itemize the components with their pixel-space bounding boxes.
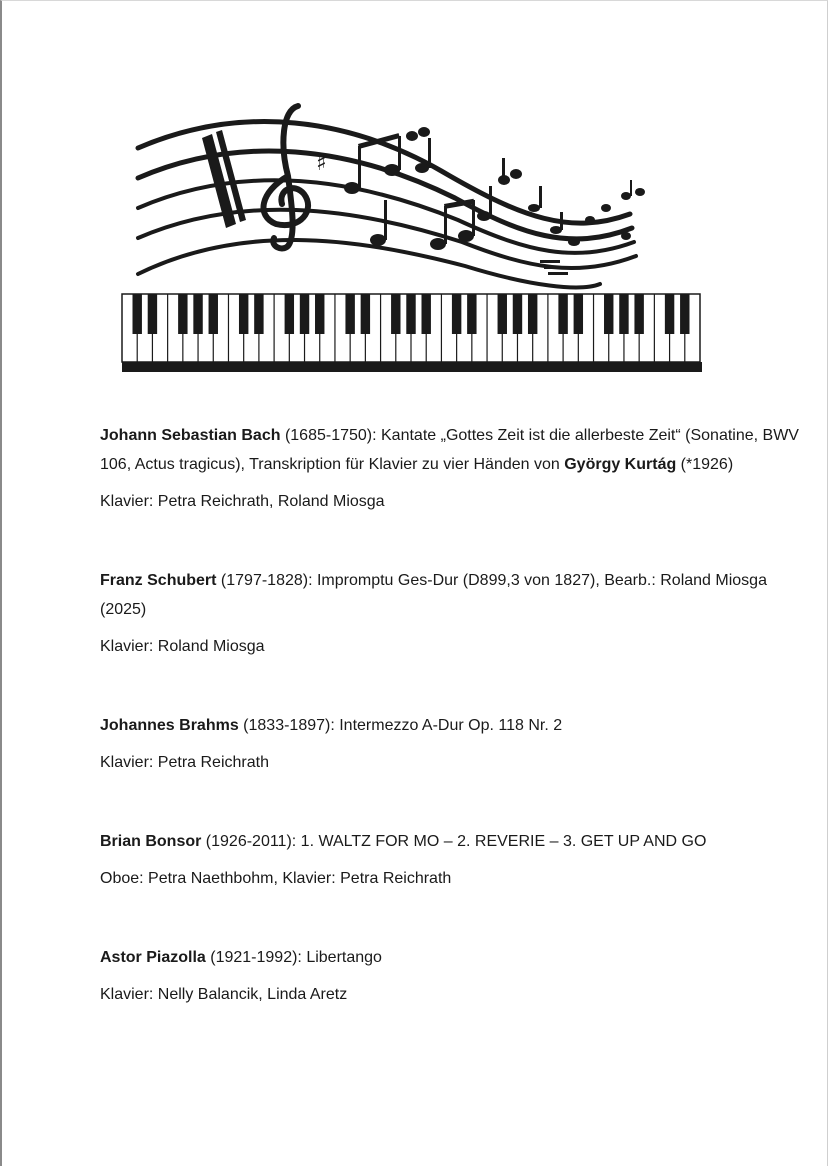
composer-name: Brian Bonsor [100, 833, 202, 850]
piece-details: (1921-1992): Libertango [205, 949, 382, 966]
music-illustration [120, 96, 704, 378]
composer-name: Johann Sebastian Bach [100, 427, 281, 444]
black-key [285, 294, 294, 334]
program-piece-3 [100, 711, 800, 740]
black-key [498, 294, 507, 334]
piece-details: (1833-1897): Intermezzo A-Dur Op. 118 Nr. 2 [238, 717, 563, 734]
program-piece-1 [100, 421, 800, 479]
piece-details: (1797-1828): Impromptu Ges-Dur (D899,3 von 1827), Bearb.: Roland Miosga (2025) [100, 572, 767, 618]
black-key [634, 294, 643, 334]
black-key [315, 294, 324, 334]
piece-details: (1926-2011): 1. WALTZ FOR MO – 2. REVERIE – 3. GET UP AND GO [201, 833, 707, 850]
piano-staff-icon [120, 96, 704, 378]
black-key [558, 294, 567, 334]
black-key [361, 294, 370, 334]
black-key [513, 294, 522, 334]
treble-clef-icon [264, 106, 309, 248]
program-piece-5 [100, 943, 800, 972]
section-spacer [100, 661, 800, 711]
performers-3: Klavier: Petra Reichrath [100, 754, 269, 771]
bar-lines [202, 130, 246, 228]
black-key [421, 294, 430, 334]
program-piece-4 [100, 827, 800, 856]
black-key [574, 294, 583, 334]
svg-text:♯: ♯ [316, 151, 327, 176]
composer-name: Astor Piazolla [100, 949, 206, 966]
black-key [132, 294, 141, 334]
black-key [665, 294, 674, 334]
section-spacer [100, 516, 800, 566]
composer-name: Johannes Brahms [100, 717, 239, 734]
black-key [345, 294, 354, 334]
performers-5: Klavier: Nelly Balancik, Linda Aretz [100, 986, 348, 1003]
black-key [193, 294, 202, 334]
black-key [528, 294, 537, 334]
piece-details: (1685-1750): Kantate „Gottes Zeit ist die allerbeste Zeit“ (Sonatine, BWV 106, Actus tragicus), Transkription für Klavier zu vier Händen von [100, 427, 799, 473]
black-key [619, 294, 628, 334]
performers-2: Klavier: Roland Miosga [100, 638, 265, 655]
concert-program [100, 421, 800, 1009]
black-key [604, 294, 613, 334]
program-piece-2 [100, 566, 800, 624]
section-spacer [100, 777, 800, 827]
black-key [254, 294, 263, 334]
black-key [209, 294, 218, 334]
section-spacer [100, 893, 800, 943]
performers-4: Oboe: Petra Naethbohm, Klavier: Petra Reichrath [100, 870, 452, 887]
black-key [391, 294, 400, 334]
black-key [680, 294, 689, 334]
arranger-details: (*1926) [676, 456, 734, 473]
arranger-name: György Kurtág [564, 456, 677, 473]
black-key [406, 294, 415, 334]
black-key [148, 294, 157, 334]
black-key [300, 294, 309, 334]
black-key [239, 294, 248, 334]
performers-1: Klavier: Petra Reichrath, Roland Miosga [100, 493, 385, 510]
black-key [452, 294, 461, 334]
black-key [467, 294, 476, 334]
piano-keyboard-icon [122, 294, 702, 372]
black-key [178, 294, 187, 334]
composer-name: Franz Schubert [100, 572, 217, 589]
